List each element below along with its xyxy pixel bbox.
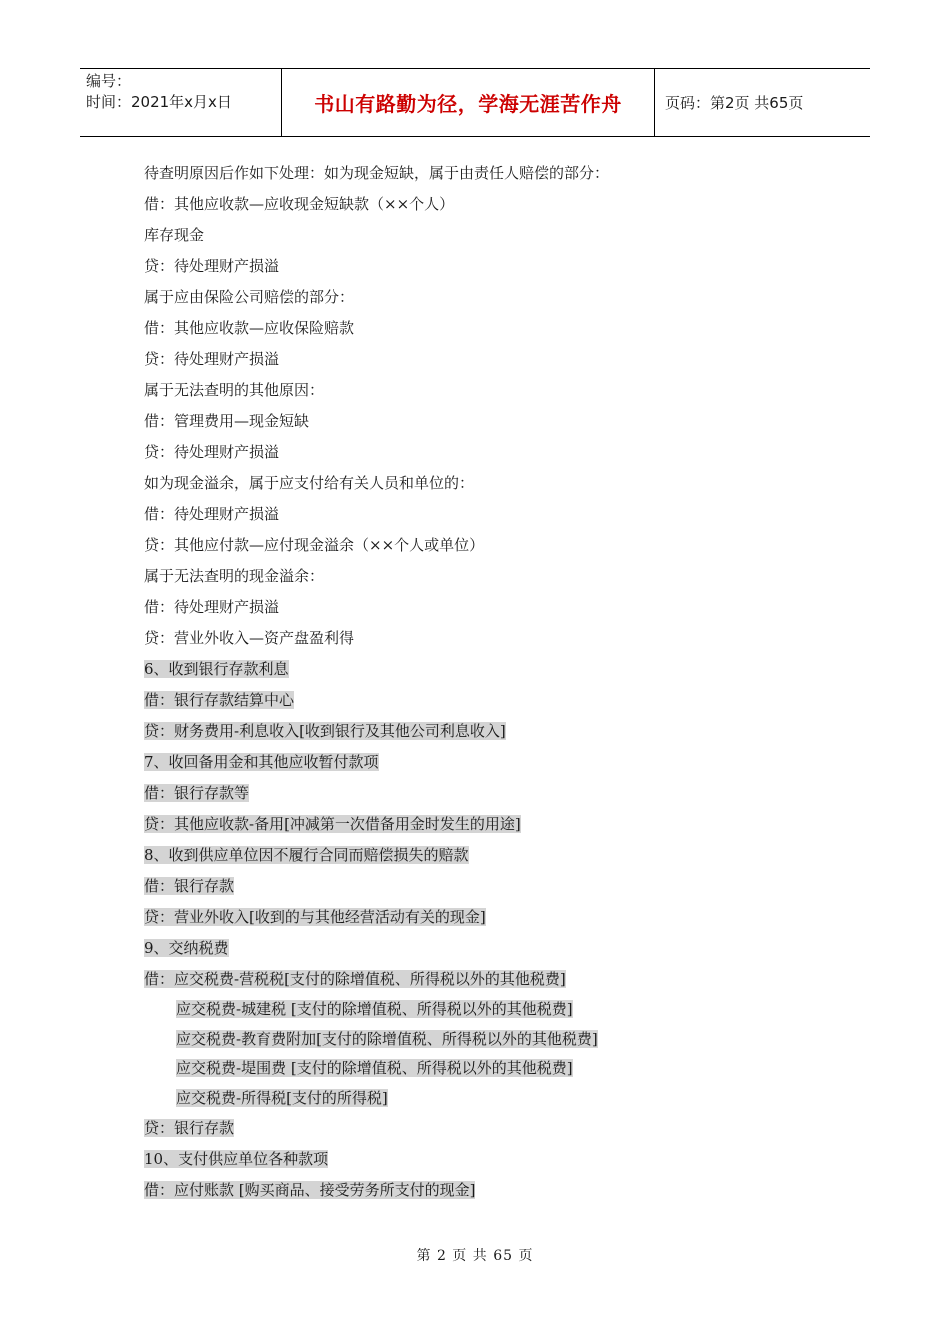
- text-line-content: 贷：其他应付款—应付现金溢余（××个人或单位）: [144, 536, 485, 554]
- text-line: [144, 654, 844, 685]
- text-line: [144, 499, 844, 530]
- text-line-content: 贷：财务费用-利息收入[收到银行及其他公司利息收入]: [144, 722, 506, 740]
- text-line-content: 贷：其他应收款-备用[冲减第一次借备用金时发生的用途]: [144, 815, 521, 833]
- text-line-content: 应交税费-所得税[支付的所得税]: [176, 1088, 388, 1107]
- text-line-content: 借：其他应收款—应收保险赔款: [144, 319, 355, 337]
- text-line-content: 借：银行存款结算中心: [144, 691, 295, 709]
- text-line: [144, 623, 844, 654]
- text-line-content: 借：待处理财产损溢: [144, 505, 280, 523]
- text-line: [144, 716, 844, 747]
- text-line-content: 属于无法查明的现金溢余：: [144, 567, 325, 585]
- text-line-content: 属于无法查明的其他原因：: [144, 381, 325, 399]
- text-line: [144, 437, 844, 468]
- text-line: [144, 809, 844, 840]
- page-header: [80, 68, 870, 137]
- text-line-content: 属于应由保险公司赔偿的部分：: [144, 288, 355, 306]
- text-line-content: 贷：待处理财产损溢: [144, 257, 280, 275]
- document-body: [144, 158, 844, 1206]
- header-meta: [80, 69, 282, 136]
- text-line-content: 10、支付供应单位各种款项: [144, 1150, 329, 1168]
- text-line: [144, 902, 844, 933]
- text-line: [144, 1025, 844, 1055]
- header-motto: 书山有路勤为径，学海无涯苦作舟: [282, 69, 655, 136]
- text-line-content: 待查明原因后作如下处理：如为现金短缺，属于由责任人赔偿的部分：: [144, 164, 610, 182]
- text-line: [144, 592, 844, 623]
- text-line-content: 如为现金溢余，属于应支付给有关人员和单位的：: [144, 474, 475, 492]
- text-line: [144, 840, 844, 871]
- text-line: [144, 933, 844, 964]
- text-line-content: 贷：营业外收入[收到的与其他经营活动有关的现金]: [144, 908, 486, 926]
- text-line-content: 应交税费-教育费附加[支付的除增值税、所得税以外的其他税费]: [176, 1029, 598, 1048]
- text-line-content: 9、交纳税费: [144, 939, 229, 957]
- text-line-content: 库存现金: [144, 226, 205, 244]
- text-line-content: 贷：营业外收入—资产盘盈利得: [144, 629, 355, 647]
- text-line: [144, 871, 844, 902]
- page-footer: 第 2 页 共 65 页: [416, 1248, 534, 1264]
- text-line-content: 借：银行存款等: [144, 784, 250, 802]
- text-line: [144, 747, 844, 778]
- text-line: [144, 1113, 844, 1144]
- text-line-content: 6、收到银行存款利息: [144, 660, 289, 678]
- text-line: [144, 1144, 844, 1175]
- text-line-content: 借：应付账款 [购买商品、接受劳务所支付的现金]: [144, 1181, 476, 1199]
- text-line: [144, 158, 844, 189]
- text-line: [144, 1084, 844, 1114]
- text-line-content: 借：银行存款: [144, 877, 235, 895]
- text-line-content: 8、收到供应单位因不履行合同而赔偿损失的赔款: [144, 846, 469, 864]
- text-line-content: 借：其他应收款—应收现金短缺款（××个人）: [144, 195, 455, 213]
- text-line-content: 贷：待处理财产损溢: [144, 350, 280, 368]
- text-line-content: 贷：银行存款: [144, 1119, 235, 1137]
- text-line: [144, 530, 844, 561]
- text-line: [144, 344, 844, 375]
- text-line: [144, 189, 844, 220]
- text-line: [144, 251, 844, 282]
- text-line: [144, 778, 844, 809]
- header-page-number: 页码：第2页 共65页: [665, 94, 804, 112]
- text-line-content: 7、收回备用金和其他应收暂付款项: [144, 753, 379, 771]
- text-line-content: 应交税费-城建税 [支付的除增值税、所得税以外的其他税费]: [176, 1000, 573, 1018]
- text-line: [144, 1175, 844, 1206]
- text-line: [144, 220, 844, 251]
- text-line: [144, 406, 844, 437]
- text-line: [144, 685, 844, 716]
- text-line: [144, 313, 844, 344]
- text-line: [144, 1054, 844, 1084]
- text-line-content: 借：应交税费-营税税[支付的除增值税、所得税以外的其他税费]: [144, 970, 566, 988]
- text-line-content: 借：管理费用—现金短缺: [144, 412, 310, 430]
- document-number-label: 编号：: [86, 72, 132, 90]
- text-line: [144, 964, 844, 995]
- text-line: [144, 561, 844, 592]
- text-line-content: 贷：待处理财产损溢: [144, 443, 280, 461]
- text-line: [144, 468, 844, 499]
- text-line-content: 借：待处理财产损溢: [144, 598, 280, 616]
- document-time-label: 时间：2021年x月x日: [86, 93, 232, 111]
- text-line-content: 应交税费-堤围费 [支付的除增值税、所得税以外的其他税费]: [176, 1059, 573, 1077]
- text-line: [144, 375, 844, 406]
- text-line: [144, 282, 844, 313]
- text-line: [144, 995, 844, 1025]
